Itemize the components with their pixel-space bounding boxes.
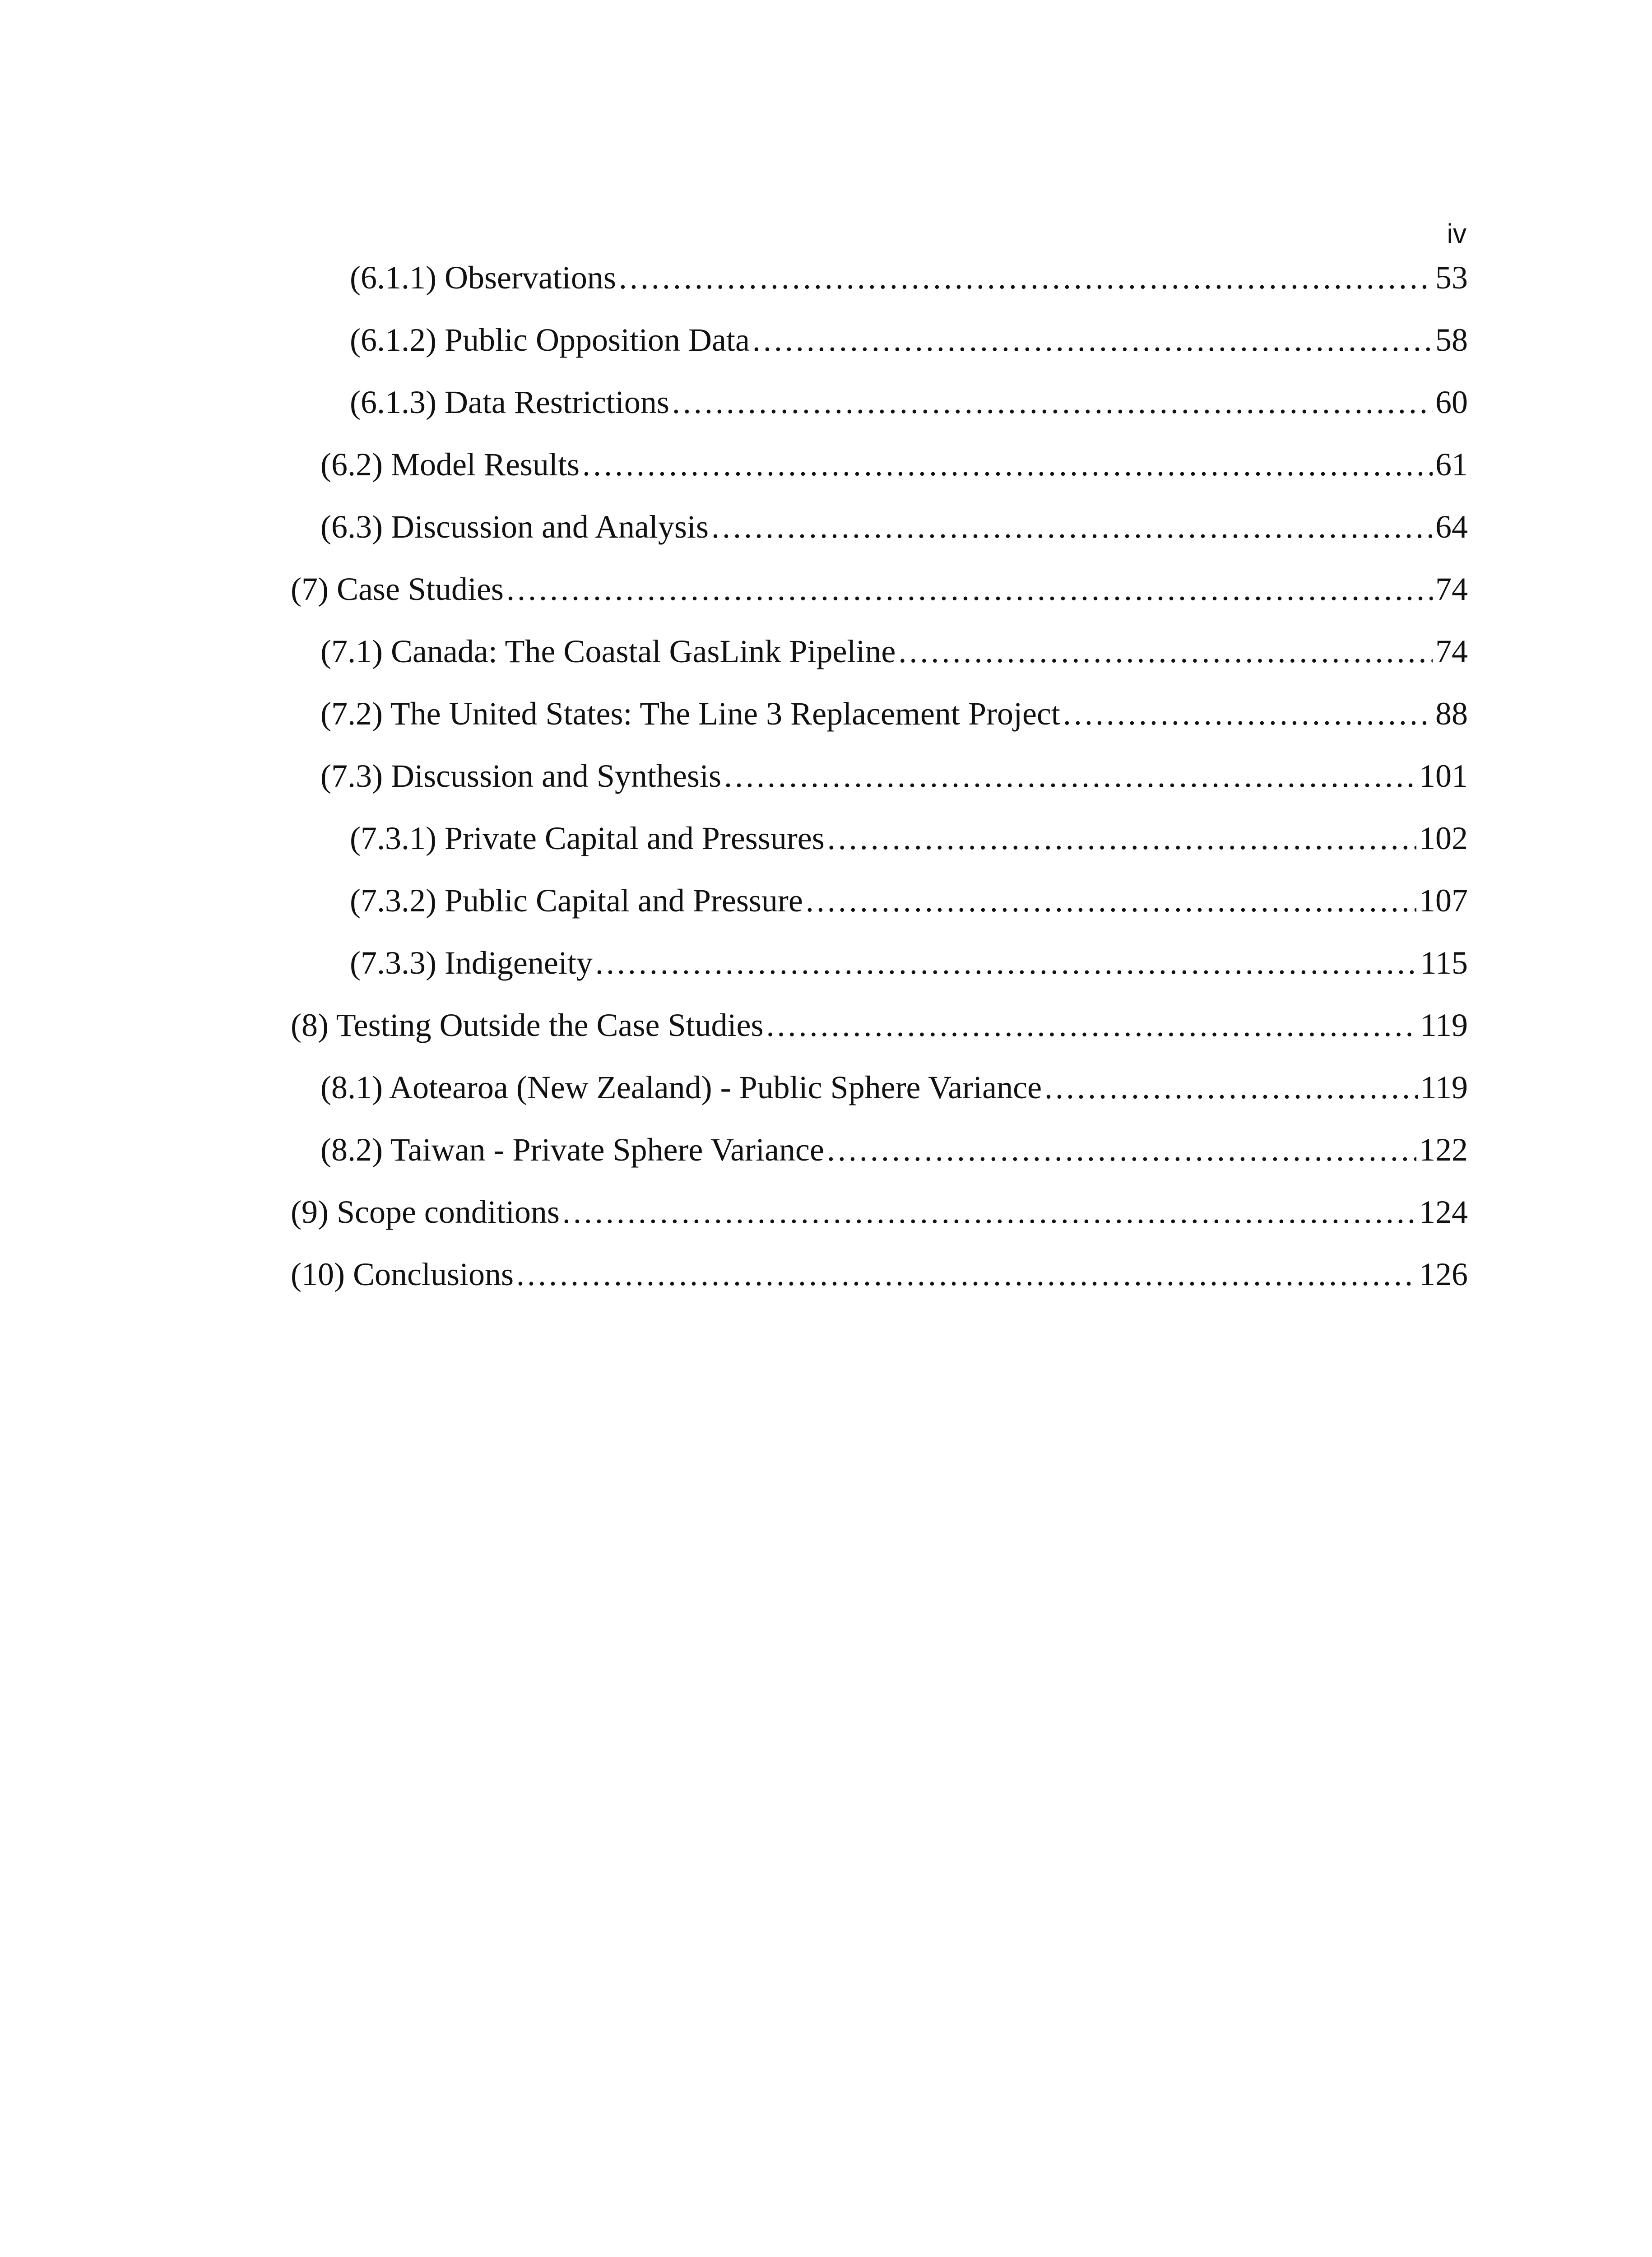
- toc-entry[interactable]: [320, 751, 1468, 801]
- toc-dot-leader: [506, 564, 1433, 614]
- toc-dot-leader: [619, 253, 1433, 302]
- toc-entry-title: (7.3) Discussion and Synthesis: [320, 758, 721, 794]
- toc-entry-title: (7) Case Studies: [291, 571, 504, 607]
- page-number: iv: [1447, 218, 1466, 249]
- toc-entry-title: (8.2) Taiwan - Private Sphere Variance: [320, 1132, 824, 1168]
- toc-dot-leader: [562, 1187, 1416, 1237]
- toc-dot-leader: [1044, 1063, 1418, 1112]
- toc-entry-page: 115: [1420, 945, 1468, 981]
- toc-entry[interactable]: [320, 689, 1468, 738]
- toc-entry[interactable]: [291, 564, 1468, 614]
- toc-entry-page: 122: [1419, 1132, 1468, 1168]
- toc-entry-page: 102: [1419, 820, 1468, 856]
- toc-entry-page: 53: [1435, 260, 1468, 296]
- toc-entry-title: (10) Conclusions: [291, 1256, 514, 1292]
- toc-entry[interactable]: [291, 1249, 1468, 1299]
- toc-entry[interactable]: [320, 440, 1468, 489]
- toc-entry[interactable]: [291, 1187, 1468, 1237]
- toc-entry-title: (6.2) Model Results: [320, 446, 580, 483]
- toc-entry-page: 101: [1419, 758, 1468, 794]
- toc-entry[interactable]: [350, 377, 1468, 427]
- toc-entry-page: 58: [1435, 322, 1468, 358]
- toc-entry-title: (6.1.3) Data Restrictions: [350, 384, 669, 420]
- toc-entry-page: 126: [1419, 1256, 1468, 1292]
- toc-entry[interactable]: [350, 315, 1468, 365]
- toc-entry[interactable]: [320, 502, 1468, 552]
- toc-entry-page: 74: [1435, 571, 1468, 607]
- toc-entry[interactable]: [320, 1125, 1468, 1175]
- toc-dot-leader: [766, 1000, 1418, 1050]
- toc-entry-title: (7.3.3) Indigeneity: [350, 945, 593, 981]
- toc-entry-title: (7.3.1) Private Capital and Pressures: [350, 820, 825, 856]
- toc-entry-title: (7.2) The United States: The Line 3 Replacement Project: [320, 696, 1060, 732]
- toc-entry-page: 119: [1420, 1069, 1468, 1105]
- toc-dot-leader: [516, 1249, 1416, 1299]
- toc-entry[interactable]: [350, 938, 1468, 988]
- toc-entry-title: (8.1) Aotearoa (New Zealand) - Public Sphere Variance: [320, 1069, 1042, 1105]
- toc-entry-title: (7.1) Canada: The Coastal GasLink Pipeline: [320, 633, 896, 669]
- toc-dot-leader: [711, 502, 1433, 552]
- toc-entry-page: 124: [1419, 1194, 1468, 1230]
- toc-entry-title: (9) Scope conditions: [291, 1194, 560, 1230]
- toc-entry[interactable]: [350, 876, 1468, 925]
- toc-dot-leader: [1063, 689, 1433, 738]
- toc-entry[interactable]: [291, 1000, 1468, 1050]
- toc-dot-leader: [724, 751, 1416, 801]
- toc-dot-leader: [595, 938, 1418, 988]
- toc-dot-leader: [582, 440, 1433, 489]
- toc-dot-leader: [806, 876, 1416, 925]
- toc-entry[interactable]: [320, 1063, 1468, 1112]
- toc-entry-page: 119: [1420, 1007, 1468, 1043]
- toc-entry[interactable]: [320, 627, 1468, 676]
- toc-entry-page: 60: [1435, 384, 1468, 420]
- toc-dot-leader: [752, 315, 1433, 365]
- toc-dot-leader: [827, 1125, 1416, 1175]
- toc-entry-page: 64: [1435, 509, 1468, 545]
- toc-dot-leader: [827, 813, 1416, 863]
- toc-entry-page: 107: [1419, 882, 1468, 919]
- toc-entry-title: (6.1.1) Observations: [350, 260, 616, 296]
- toc-entry-page: 74: [1435, 633, 1468, 669]
- toc-entry[interactable]: [350, 813, 1468, 863]
- toc-entry-title: (6.3) Discussion and Analysis: [320, 509, 709, 545]
- toc-entry-page: 61: [1435, 446, 1468, 483]
- toc-entry[interactable]: [350, 253, 1468, 302]
- toc-entry-title: (6.1.2) Public Opposition Data: [350, 322, 750, 358]
- toc-dot-leader: [898, 627, 1433, 676]
- toc-entry-title: (8) Testing Outside the Case Studies: [291, 1007, 764, 1043]
- toc-entry-page: 88: [1435, 696, 1468, 732]
- toc-dot-leader: [672, 377, 1433, 427]
- toc-entry-title: (7.3.2) Public Capital and Pressure: [350, 882, 803, 919]
